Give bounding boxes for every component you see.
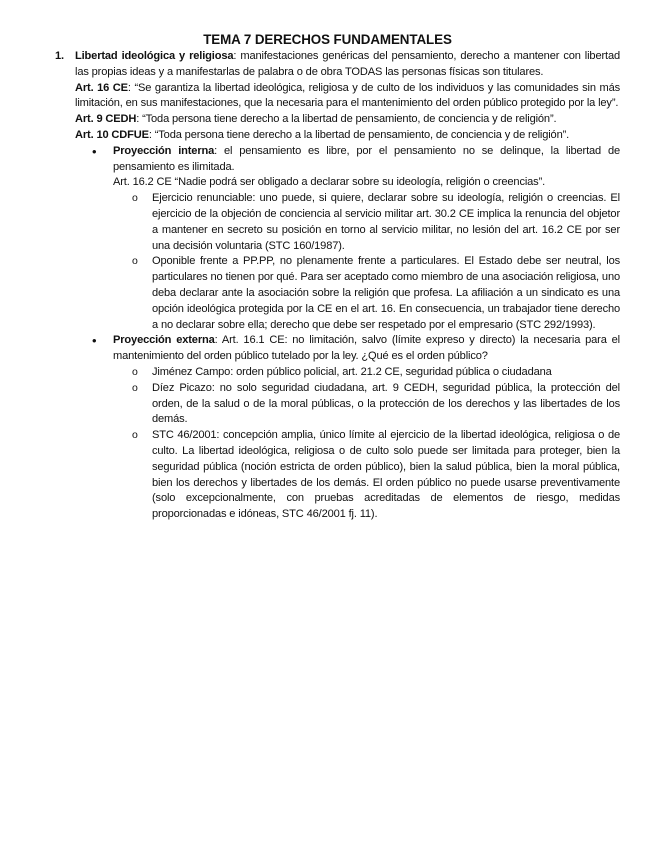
- circle-bullet-icon: o: [132, 429, 138, 442]
- proyeccion-interna-label: Proyección interna: [113, 144, 215, 157]
- art10cdfue-text: : “Toda persona tiene derecho a la libertad de pensamiento, de conciencia y de religión”.: [148, 128, 570, 141]
- art9cedh-label: Art. 9 CEDH: [75, 113, 137, 126]
- interna-item-text: Ejercicio renunciable: uno puede, si quiere, declarar sobre su ideología, religión o creencias. El ejercicio de la objeción de conciencia al servicio militar art. 30.2 CE implica la renuncia del objetor a mantener en secreto su posición en torno al servicio militar, no lesión del art. 16.2 CE por ser una decisión voluntaria (STC 160/1987).: [152, 192, 620, 252]
- art9cedh-text: : “Toda persona tiene derecho a la libertad de pensamiento, de conciencia y de religión”.: [136, 113, 557, 126]
- interna-list-item: [132, 191, 620, 254]
- art16ce-paragraph: [75, 81, 620, 113]
- externa-list-item: [132, 428, 620, 523]
- interna-item-text: Oponible frente a PP.PP, no plenamente frente a particulares. El Estado debe ser neutral, los particulares no tienen por qué. Para ser aceptado como miembro de una asociación religiosa, uno deba declarar ante la asociación sobre la religión que profesa. La afiliación a un sindicato es una opción ideológica protegida por la CE en el art. 16. En consecuencia, un trabajador tiene derecho a no declarar sobre ella; derecho que debe ser respetado por el empresario (STC 292/1993).: [152, 255, 620, 331]
- art162-paragraph: Art. 16.2 CE “Nadie podrá ser obligado a declarar sobre su ideología, religión o creencias”.: [113, 176, 546, 189]
- proyeccion-interna-text: : el pensamiento es libre, por el pensamiento no se delinque, la libertad de pensamiento es ilimitada.: [113, 144, 621, 173]
- externa-item-text: Jiménez Campo: orden público policial, art. 21.2 CE, seguridad pública o ciudadana: [152, 365, 552, 378]
- externa-item-text: STC 46/2001: concepción amplia, único límite al ejercicio de la libertad ideológica, religiosa o de culto. La libertad ideológica, religiosa o de culto solo puede ser limitada para proteger, bien la seguridad pública (noción estricta de orden público), bien la salud pública, bien la moral pública, bien los derechos y libertades de los demás. El orden público no puede usarse preventivamente (solo excepcionalmente, con pruebas acreditadas de elementos de riesgo, medidas proporcionadas e idóneas, STC 46/2001 fj. 11).: [152, 429, 620, 521]
- externa-list-item: [132, 381, 620, 428]
- art10cdfue-paragraph: [75, 128, 620, 144]
- art16ce-label: Art. 16 CE: [75, 81, 128, 94]
- document-body: [0, 49, 655, 523]
- proyeccion-externa-paragraph: [92, 333, 620, 365]
- externa-item-text: Díez Picazo: no solo seguridad ciudadana, art. 9 CEDH, seguridad pública, la protección del orden, de la salud o de la moral públicas, o la protección de los derechos y las libertades de los demás.: [152, 381, 620, 426]
- section-1-number: 1.: [55, 50, 64, 62]
- art16ce-text: : “Se garantiza la libertad ideológica, religiosa y de culto de los individuos y las comunidades sin más limitación, en sus manifestaciones, que la necesaria para el mantenimiento del orden público protegido por la ley”.: [75, 81, 620, 110]
- interna-list-item: [132, 254, 620, 333]
- section-1-heading: Libertad ideológica y religiosa: [75, 50, 234, 62]
- proyeccion-interna-paragraph: [92, 143, 621, 176]
- art9cedh-paragraph: [75, 112, 620, 128]
- section-1-paragraph: [55, 49, 620, 81]
- circle-bullet-icon: o: [132, 381, 138, 394]
- externa-list-item: [132, 365, 620, 381]
- document-title: TEMA 7 DERECHOS FUNDAMENTALES: [203, 32, 452, 47]
- section-1-text: : manifestaciones genéricas del pensamiento, derecho a mantener con libertad las propias ideas y a manifestarlas de palabra o de obra TODAS las personas físicas son titulares.: [75, 50, 620, 78]
- proyeccion-externa-text: : Art. 16.1 CE: no limitación, salvo (límite expreso y directo) la necesaria para el mantenimiento del orden público tutelado por la ley. ¿Qué es el orden público?: [113, 334, 620, 363]
- art10cdfue-label: Art. 10 CDFUE: [75, 128, 149, 141]
- proyeccion-externa-label: Proyección externa: [113, 334, 215, 347]
- circle-bullet-icon: o: [132, 365, 138, 378]
- circle-bullet-icon: o: [132, 255, 138, 268]
- bullet-icon: •: [92, 143, 97, 159]
- circle-bullet-icon: o: [132, 192, 138, 205]
- bullet-icon: •: [92, 333, 97, 349]
